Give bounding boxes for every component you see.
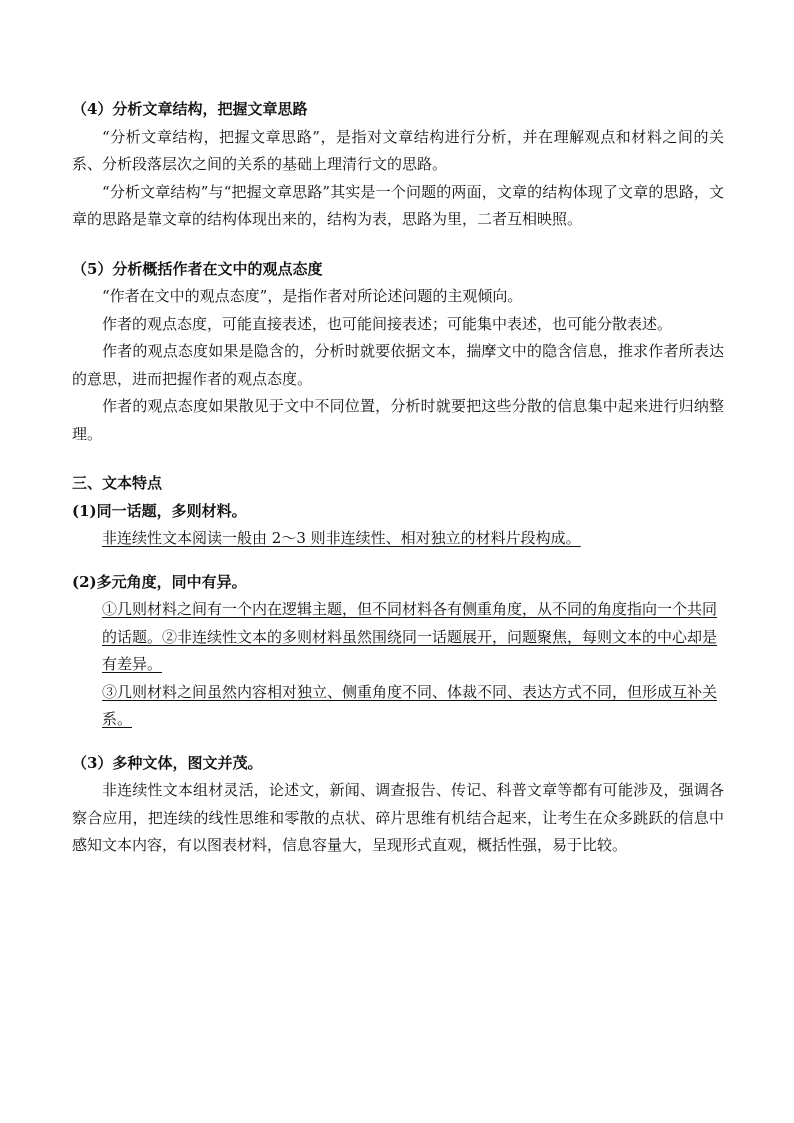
document-body <box>72 96 724 860</box>
section-5-paragraph-2: 作者的观点态度，可能直接表述，也可能间接表述；可能集中表述，也可能分散表述。 <box>102 314 673 333</box>
section-5-paragraph-1: “作者在文中的观点态度”，是指作者对所论述问题的主观倾向。 <box>102 287 523 305</box>
feature-1-heading: (1)同一话题，多则材料。 <box>72 501 247 520</box>
feature-2-text-2: ③几则材料之间虽然内容相对独立、侧重角度不同、体裁不同、表达方式不同，但形成互补关系。 <box>102 682 718 728</box>
section-5-paragraph-3: 作者的观点态度如果是隐含的，分析时就要依据文本，揣摩文中的隐含信息，推求作者所表达的意思，进而把握作者的观点态度。 <box>72 342 724 388</box>
section-4-paragraph-2: “分析文章结构”与“把握文章思路”其实是一个问题的两面，文章的结构体现了文章的思路，文章的思路是靠文章的结构体现出来的，结构为表，思路为里，二者互相映照。 <box>72 182 724 228</box>
feature-2-text-1: ①几则材料之间有一个内在逻辑主题，但不同材料各有侧重角度，从不同的角度指向一个共同的话题。②非连续性文本的多则材料虽然围绕同一话题展开，问题聚焦，每则文本的中心却是有差异。 <box>102 600 718 673</box>
part-3-heading: 三、文本特点 <box>72 474 163 492</box>
section-5-paragraph-4: 作者的观点态度如果散见于文中不同位置，分析时就要把这些分散的信息集中起来进行归纳整理。 <box>72 397 724 443</box>
feature-1-text: 非连续性文本阅读一般由 2～3 则非连续性、相对独立的材料片段构成。 <box>102 529 581 547</box>
section-4-paragraph-1: “分析文章结构，把握文章思路”，是指对文章结构进行分析，并在理解观点和材料之间的关系、分析段落层次之间的关系的基础上理清行文的思路。 <box>72 127 724 173</box>
feature-3-heading: （3）多种文体，图文并茂。 <box>72 753 263 772</box>
feature-2-heading: (2)多元角度，同中有异。 <box>72 572 247 591</box>
section-5-heading: （5）分析概括作者在文中的观点态度 <box>72 259 323 278</box>
section-4-heading: （4）分析文章结构，把握文章思路 <box>72 100 308 118</box>
feature-3-text: 非连续性文本组材灵活，论述文，新闻、调查报告、传记、科普文章等都有可能涉及，强调各察合应用，把连续的线性思维和零散的点状、碎片思维有机结合起来，让考生在众多跳跃的信息中感知文本内容，有以图表材料，信息容量大，呈现形式直观，概括性强，易于比较。 <box>72 781 724 854</box>
